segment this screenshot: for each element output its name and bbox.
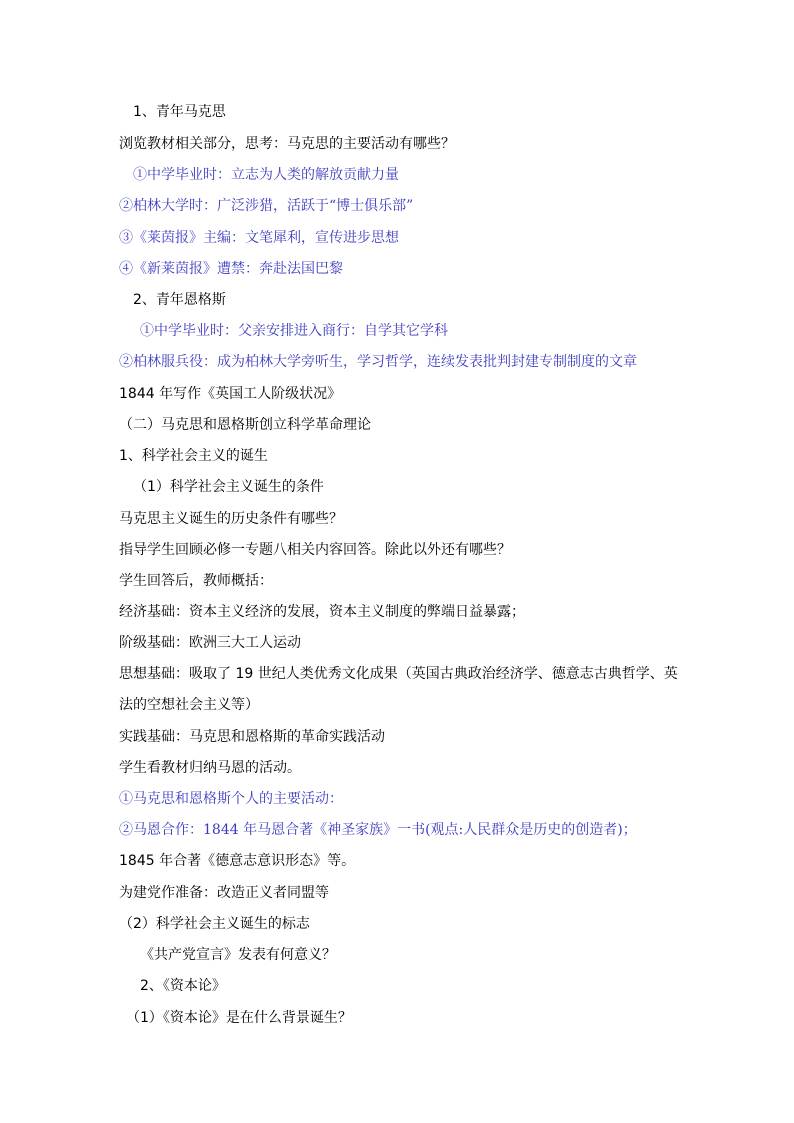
activity-item-1: ①马克思和恩格斯个人的主要活动： bbox=[119, 791, 343, 807]
heading-young-engels: 2、青年恩格斯 bbox=[133, 292, 226, 308]
marx-item-3: ③《莱茵报》主编：文笔犀利，宣传进步思想 bbox=[119, 230, 399, 246]
teacher-summary-intro: 学生回答后，教师概括： bbox=[119, 573, 273, 589]
ideological-basis-cont: 法的空想社会主义等） bbox=[119, 697, 259, 713]
heading-young-marx: 1、青年马克思 bbox=[133, 104, 226, 120]
subheading-das-kapital: 2、《资本论》 bbox=[140, 978, 226, 994]
party-preparation: 为建党作准备：改造正义者同盟等 bbox=[119, 885, 329, 901]
student-activity: 学生看教材归纳马恩的活动。 bbox=[119, 760, 301, 776]
activity-item-2-cont: 1845 年合著《德意志意识形态》等。 bbox=[119, 853, 356, 869]
subheading-scientific-socialism: 1、科学社会主义的诞生 bbox=[119, 448, 268, 464]
engels-item-1: ①中学毕业时：父亲安排进入商行：自学其它学科 bbox=[140, 323, 448, 339]
activity-item-2: ②马恩合作：1844 年马恩合著《神圣家族》一书(观点:人民群众是历史的创造者)； bbox=[119, 822, 637, 838]
engels-work-1844: 1844 年写作《英国工人阶级状况》 bbox=[119, 386, 342, 402]
engels-item-2: ②柏林服兵役：成为柏林大学旁听生，学习哲学，连续发表批判封建专制制度的文章 bbox=[119, 354, 637, 370]
practical-basis: 实践基础：马克思和恩格斯的革命实践活动 bbox=[119, 729, 385, 745]
marx-item-1: ①中学毕业时：立志为人类的解放贡献力量 bbox=[133, 167, 399, 183]
section-heading-2: （二）马克思和恩格斯创立科学革命理论 bbox=[119, 417, 371, 433]
subheading-symbol: （2）科学社会主义诞生的标志 bbox=[119, 916, 310, 932]
question-manifesto: 《共产党宣言》发表有何意义？ bbox=[140, 947, 336, 963]
subheading-conditions: （1）科学社会主义诞生的条件 bbox=[133, 479, 324, 495]
economic-basis: 经济基础：资本主义经济的发展，资本主义制度的弊端日益暴露； bbox=[119, 604, 525, 620]
class-basis: 阶级基础：欧洲三大工人运动 bbox=[119, 635, 301, 651]
marx-item-2: ②柏林大学时：广泛涉猎，活跃于“博士俱乐部” bbox=[119, 198, 414, 214]
marx-item-4: ④《新莱茵报》遭禁：奔赴法国巴黎 bbox=[119, 261, 343, 277]
question-marx-activities: 浏览教材相关部分，思考：马克思的主要活动有哪些？ bbox=[119, 136, 455, 152]
question-conditions: 马克思主义诞生的历史条件有哪些？ bbox=[119, 511, 343, 527]
instruction-review: 指导学生回顾必修一专题八相关内容回答。除此以外还有哪些？ bbox=[119, 542, 511, 558]
ideological-basis: 思想基础：吸取了 19 世纪人类优秀文化成果（英国古典政治经济学、德意志古典哲学、英 bbox=[119, 666, 678, 682]
question-kapital-background: （1）《资本论》是在什么背景诞生？ bbox=[126, 1010, 352, 1026]
